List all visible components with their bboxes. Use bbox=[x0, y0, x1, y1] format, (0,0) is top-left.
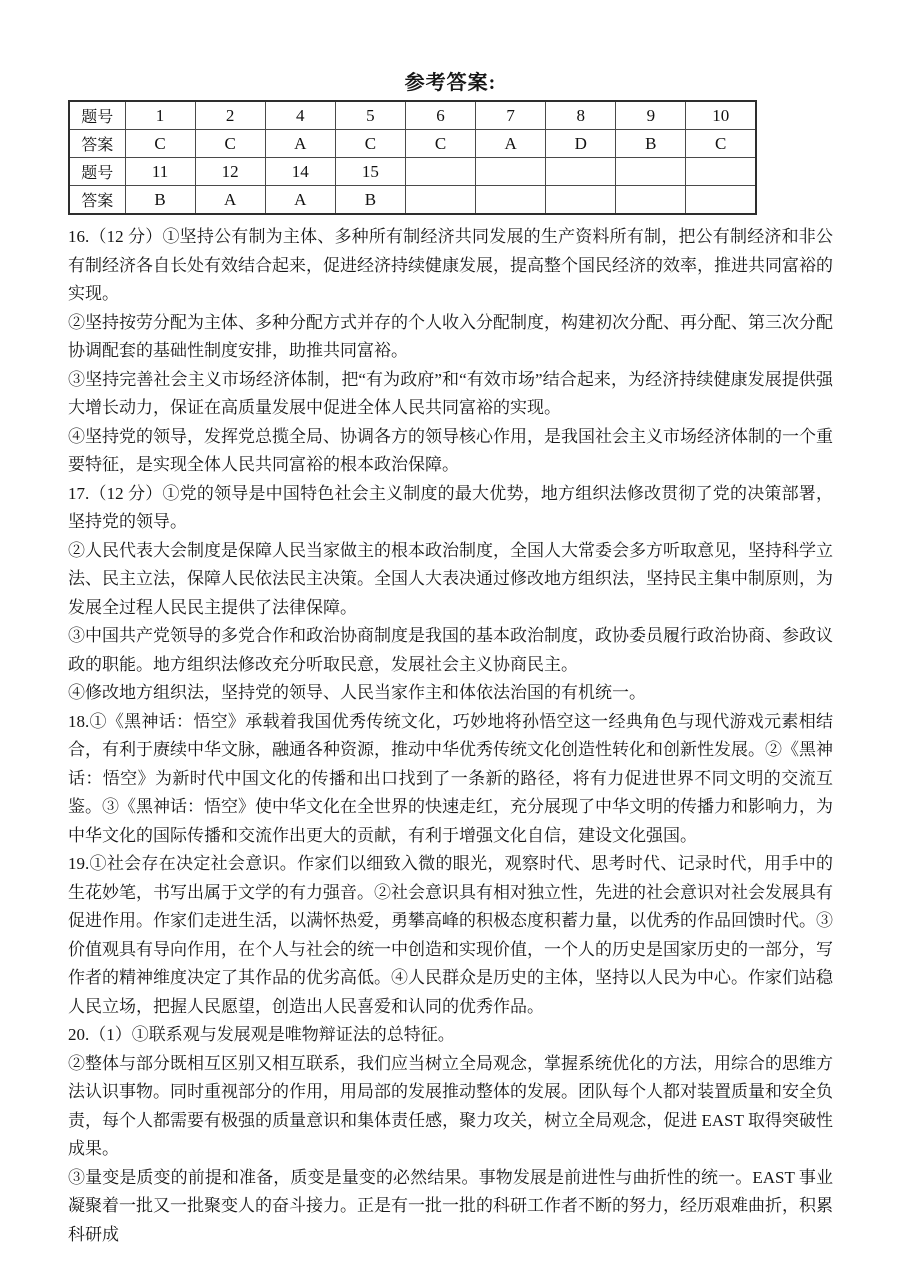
answer-cell: A bbox=[265, 130, 335, 158]
answer-cell: 15 bbox=[335, 158, 405, 186]
answer-cell bbox=[686, 158, 756, 186]
paragraph-19: 19.①社会存在决定社会意识。作家们以细致入微的眼光，观察时代、思考时代、记录时代，用手中的生花妙笔，书写出属于文学的有力强音。②社会意识具有相对独立性，先进的社会意识对社会发展具有促进作用。作家们走进生活，以满怀热爱，勇攀高峰的积极态度积蓄力量，以优秀的作品回馈时代。③价值观具有导向作用，在个人与社会的统一中创造和实现价值，一个人的历史是国家历史的一部分，写作者的精神维度决定了其作品的优劣高低。④人民群众是历史的主体，坚持以人民为中心。作家们站稳人民立场，把握人民愿望，创造出人民喜爱和认同的优秀作品。 bbox=[68, 854, 833, 1016]
answer-cell: C bbox=[405, 130, 475, 158]
answer-cell bbox=[405, 158, 475, 186]
paragraph-20-1: 20.（1）①联系观与发展观是唯物辩证法的总特征。 bbox=[68, 1025, 455, 1044]
row-label-cell: 答案 bbox=[69, 186, 125, 215]
row-label-cell: 题号 bbox=[69, 158, 125, 186]
answer-table-row bbox=[69, 101, 756, 130]
paragraph-17-1: 17.（12 分）①党的领导是中国特色社会主义制度的最大优势，地方组织法修改贯彻了党的决策部署，坚持党的领导。 bbox=[68, 483, 833, 531]
answers-text-block bbox=[68, 223, 833, 1249]
answer-cell: C bbox=[125, 130, 195, 158]
paragraph-20-2: ②整体与部分既相互区别又相互联系，我们应当树立全局观念，掌握系统优化的方法，用综合的思维方法认识事物。同时重视部分的作用，用局部的发展推动整体的发展。团队每个人都对装置质量和安全负责，每个人都需要有极强的质量意识和集体责任感，聚力攻关，树立全局观念，促进 EAST 取得突破性成果。 bbox=[68, 1053, 833, 1158]
answer-table-row bbox=[69, 158, 756, 186]
paragraph-17-4: ④修改地方组织法，坚持党的领导、人民当家作主和体依法治国的有机统一。 bbox=[68, 683, 646, 702]
answer-cell: 8 bbox=[546, 101, 616, 130]
answer-table-row bbox=[69, 186, 756, 215]
answer-cell bbox=[616, 186, 686, 215]
answer-cell: A bbox=[476, 130, 546, 158]
row-label-cell: 答案 bbox=[69, 130, 125, 158]
answer-cell bbox=[686, 186, 756, 215]
answer-cell bbox=[616, 158, 686, 186]
paragraph-16-2: ②坚持按劳分配为主体、多种分配方式并存的个人收入分配制度，构建初次分配、再分配、第三次分配协调配套的基础性制度安排，助推共同富裕。 bbox=[68, 312, 833, 360]
answer-cell: 10 bbox=[686, 101, 756, 130]
paragraph-16-1: 16.（12 分）①坚持公有制为主体、多种所有制经济共同发展的生产资料所有制，把公有制经济和非公有制经济各自长处有效结合起来，促进经济持续健康发展，提高整个国民经济的效率，推进共同富裕的实现。 bbox=[68, 227, 833, 303]
answer-cell bbox=[476, 158, 546, 186]
answer-cell: D bbox=[546, 130, 616, 158]
answer-cell: C bbox=[335, 130, 405, 158]
row-label-cell: 题号 bbox=[69, 101, 125, 130]
paragraph-17-2: ②人民代表大会制度是保障人民当家做主的根本政治制度，全国人大常委会多方听取意见，坚持科学立法、民主立法，保障人民依法民主决策。全国人大表决通过修改地方组织法，坚持民主集中制原则，为发展全过程人民民主提供了法律保障。 bbox=[68, 540, 833, 617]
answer-table-row bbox=[69, 130, 756, 158]
page-title: 参考答案: bbox=[404, 72, 497, 94]
answer-cell: B bbox=[335, 186, 405, 215]
answer-cell: 5 bbox=[335, 101, 405, 130]
answer-cell: 6 bbox=[405, 101, 475, 130]
answer-cell: 4 bbox=[265, 101, 335, 130]
answer-cell bbox=[546, 158, 616, 186]
answer-cell: 12 bbox=[195, 158, 265, 186]
paragraph-16-4: ④坚持党的领导，发挥党总揽全局、协调各方的领导核心作用，是我国社会主义市场经济体制的一个重要特征，是实现全体人民共同富裕的根本政治保障。 bbox=[68, 426, 833, 474]
answer-cell: 2 bbox=[195, 101, 265, 130]
answer-cell: A bbox=[195, 186, 265, 215]
answer-cell: 7 bbox=[476, 101, 546, 130]
answer-table bbox=[68, 100, 757, 215]
paragraph-16-3: ③坚持完善社会主义市场经济体制，把“有为政府”和“有效市场”结合起来，为经济持续健康发展提供强大增长动力，保证在高质量发展中促进全体人民共同富裕的实现。 bbox=[68, 369, 833, 417]
answer-cell bbox=[476, 186, 546, 215]
answer-cell: B bbox=[125, 186, 195, 215]
answer-cell: 11 bbox=[125, 158, 195, 186]
answer-cell: C bbox=[686, 130, 756, 158]
answer-cell: C bbox=[195, 130, 265, 158]
answer-cell: A bbox=[265, 186, 335, 215]
answer-cell: 14 bbox=[265, 158, 335, 186]
paragraph-18: 18.①《黑神话：悟空》承载着我国优秀传统文化，巧妙地将孙悟空这一经典角色与现代游戏元素相结合，有利于赓续中华文脉，融通各种资源，推动中华优秀传统文化创造性转化和创新性发展。②《黑神话：悟空》为新时代中国文化的传播和出口找到了一条新的路径，将有力促进世界不同文明的交流互鉴。③《黑神话：悟空》使中华文化在全世界的快速走红，充分展现了中华文明的传播力和影响力，为中华文化的国际传播和交流作出更大的贡献，有利于增强文化自信，建设文化强国。 bbox=[68, 711, 833, 845]
answer-cell bbox=[405, 186, 475, 215]
answer-cell: 1 bbox=[125, 101, 195, 130]
answer-cell bbox=[546, 186, 616, 215]
paragraph-20-3: ③量变是质变的前提和准备，质变是量变的必然结果。事物发展是前进性与曲折性的统一。EAST 事业凝聚着一批又一批聚变人的奋斗接力。正是有一批一批的科研工作者不断的努力，经历艰难曲折，积累科研成 bbox=[68, 1167, 833, 1244]
answer-cell: 9 bbox=[616, 101, 686, 130]
answer-cell: B bbox=[616, 130, 686, 158]
paragraph-17-3: ③中国共产党领导的多党合作和政治协商制度是我国的基本政治制度，政协委员履行政治协商、参政议政的职能。地方组织法修改充分听取民意，发展社会主义协商民主。 bbox=[68, 626, 833, 674]
